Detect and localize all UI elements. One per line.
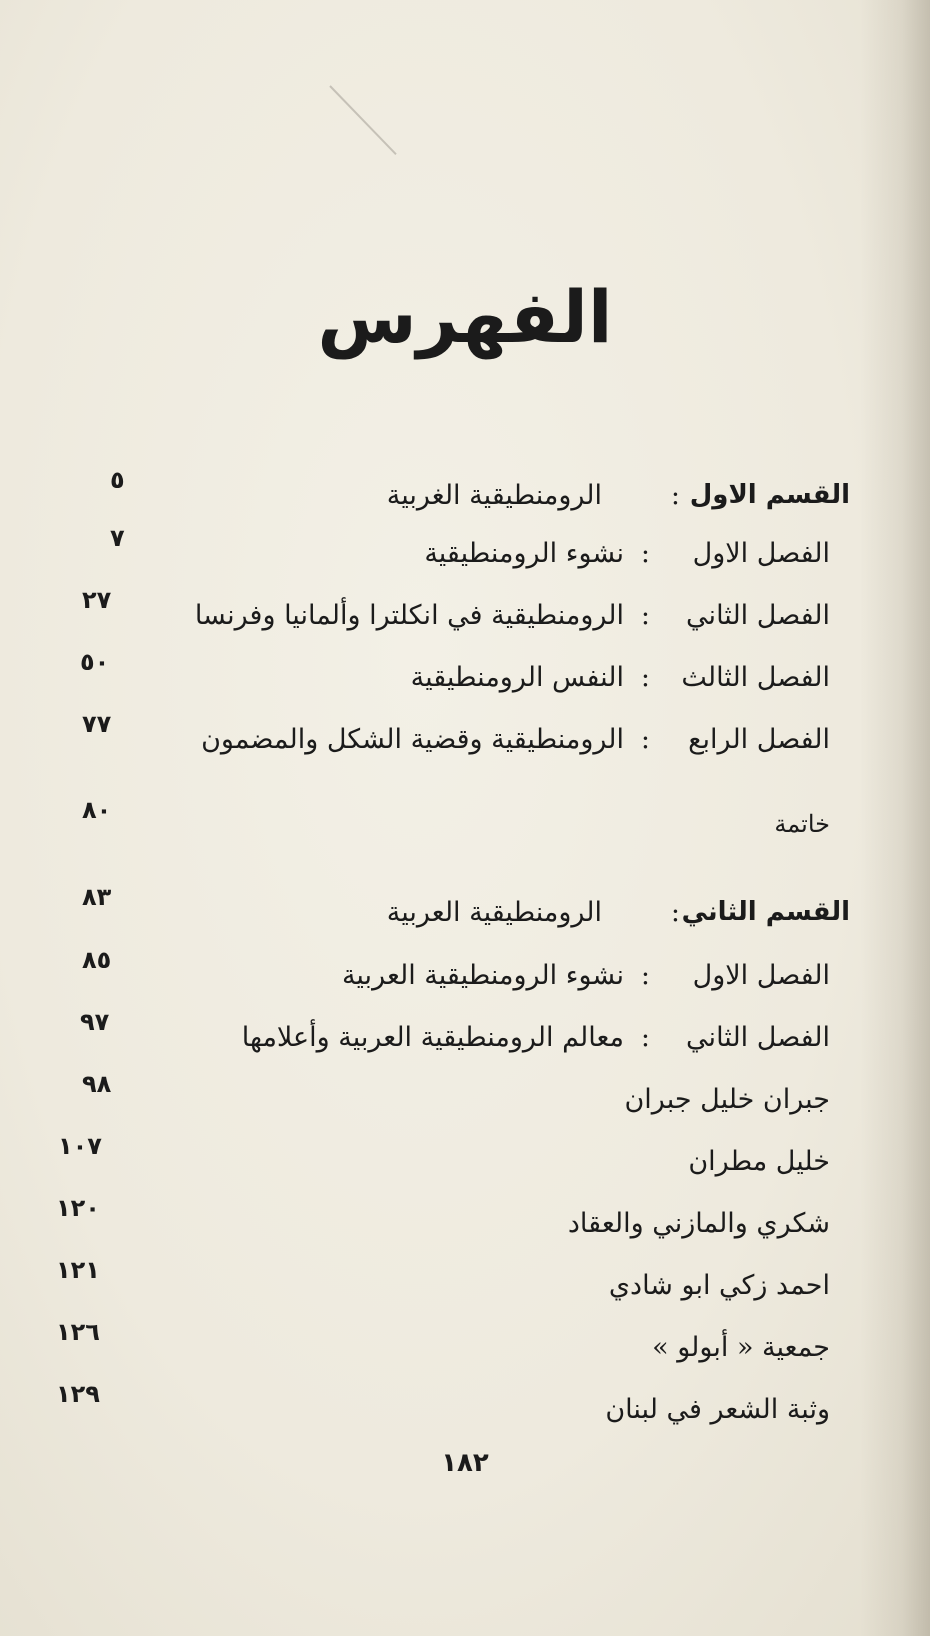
toc-entry bbox=[60, 1070, 850, 1140]
toc-entry-page-number: ٩٧ bbox=[80, 1008, 110, 1036]
toc-entry-page-number: ١٢٦ bbox=[56, 1318, 100, 1346]
toc-entry-page-number: ١٢٠ bbox=[56, 1194, 100, 1222]
toc-entry-label: القسم الاول bbox=[689, 480, 850, 510]
toc-entry-subject: نشوء الرومنطيقية العربية bbox=[341, 960, 624, 991]
toc-entry-page-number: ٢٧ bbox=[82, 586, 112, 614]
toc-entry-page-number: ٧ bbox=[110, 524, 125, 552]
toc-entry-page-number: ٩٨ bbox=[82, 1070, 112, 1098]
toc-entry bbox=[60, 710, 850, 780]
toc-entry-label: الفصل الاول bbox=[692, 960, 830, 991]
toc-entry-label: القسم الثاني bbox=[681, 897, 850, 927]
toc-entry bbox=[56, 1256, 850, 1326]
toc-entry-subject: الرومنطيقية في انكلترا وألمانيا وفرنسا bbox=[194, 600, 624, 631]
toc-entry bbox=[60, 946, 850, 1016]
toc-entry-separator: : bbox=[640, 600, 650, 631]
toc-entry-separator: : bbox=[640, 960, 650, 991]
toc-entry bbox=[56, 1318, 850, 1388]
toc-entry-page-number: ٥ bbox=[110, 466, 125, 494]
page-number: ١٨٢ bbox=[441, 1448, 489, 1478]
toc-entry-label: شكري والمازني والعقاد bbox=[567, 1208, 830, 1239]
toc-entry-separator: : bbox=[670, 897, 680, 928]
toc-entry-label: الفصل الثاني bbox=[686, 600, 830, 631]
toc-entry bbox=[58, 1132, 850, 1202]
toc-entry-subject: نشوء الرومنطيقية bbox=[424, 538, 624, 569]
paper-crease-mark bbox=[329, 85, 396, 155]
toc-entry-page-number: ٧٧ bbox=[82, 710, 112, 738]
toc-entry bbox=[56, 1194, 850, 1264]
toc-entry bbox=[60, 524, 850, 594]
toc-entry-separator: : bbox=[640, 1022, 650, 1053]
toc-entry bbox=[60, 586, 850, 656]
toc-entry-label: جمعية « أبولو » bbox=[652, 1332, 830, 1363]
toc-entry-page-number: ٨٣ bbox=[82, 883, 112, 911]
page-title: الفهرس bbox=[317, 275, 613, 359]
toc-entry-page-number: ١٢١ bbox=[56, 1256, 100, 1284]
toc-entry bbox=[56, 1380, 850, 1450]
toc-entry bbox=[60, 466, 850, 536]
toc-entry-subject: الرومنطيقية وقضية الشكل والمضمون bbox=[201, 724, 624, 755]
toc-entry-subject: الرومنطيقية الغربية bbox=[386, 480, 602, 511]
toc-entry-page-number: ١٠٧ bbox=[58, 1132, 102, 1160]
toc-entry-separator: : bbox=[640, 724, 650, 755]
toc-entry-label: خليل مطران bbox=[688, 1146, 830, 1177]
toc-entry-page-number: ٨٠ bbox=[82, 796, 112, 824]
toc-entry-subject: الرومنطيقية العربية bbox=[386, 897, 602, 928]
toc-entry-label: الفصل الثالث bbox=[681, 662, 830, 693]
toc-entry-page-number: ٥٠ bbox=[80, 648, 110, 676]
toc-entry-label: الفصل الرابع bbox=[688, 724, 830, 755]
toc-entry-subject: النفس الرومنطيقية bbox=[410, 662, 624, 693]
toc-entry-subject: معالم الرومنطيقية العربية وأعلامها bbox=[241, 1022, 624, 1053]
page-edge-shadow bbox=[860, 0, 930, 1636]
toc-entry bbox=[60, 1008, 850, 1078]
toc-entry-separator: : bbox=[670, 480, 680, 511]
toc-entry-label: خاتمة bbox=[774, 810, 830, 838]
toc-entry-page-number: ٨٥ bbox=[82, 946, 112, 974]
toc-entry-label: احمد زكي ابو شادي bbox=[608, 1270, 830, 1301]
toc-entry-page-number: ١٢٩ bbox=[56, 1380, 100, 1408]
toc-entry bbox=[60, 648, 850, 718]
toc-entry bbox=[60, 796, 850, 866]
toc-entry bbox=[60, 883, 850, 953]
toc-entry-separator: : bbox=[640, 662, 650, 693]
toc-entry-separator: : bbox=[640, 538, 650, 569]
toc-entry-label: جبران خليل جبران bbox=[624, 1084, 830, 1115]
toc-entry-label: الفصل الاول bbox=[692, 538, 830, 569]
toc-entry-label: الفصل الثاني bbox=[686, 1022, 830, 1053]
toc-entry-label: وثبة الشعر في لبنان bbox=[605, 1394, 830, 1425]
